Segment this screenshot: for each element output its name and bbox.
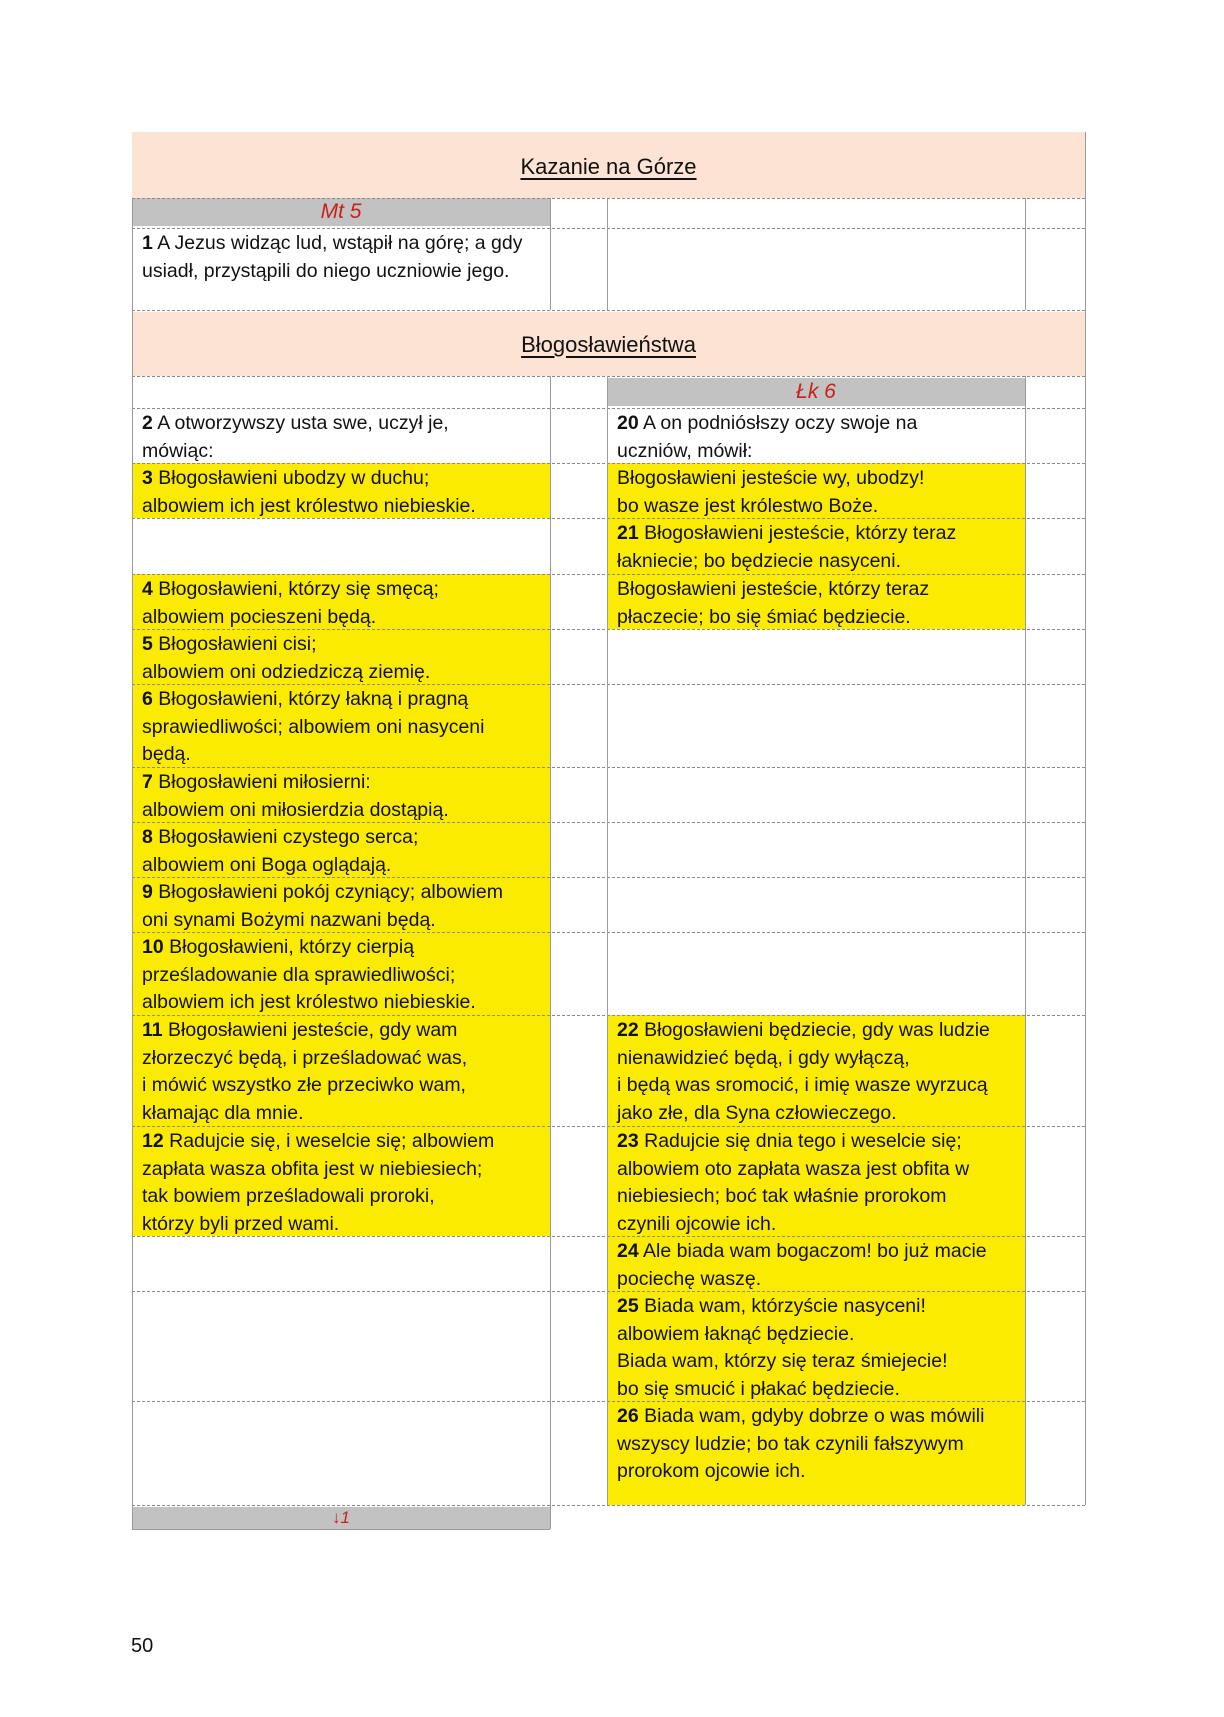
verse-line <box>142 852 540 878</box>
table-rule <box>550 376 551 1529</box>
table-rule <box>1085 132 1086 1505</box>
verse-line <box>142 438 540 464</box>
verse-line <box>142 769 540 797</box>
verse-number: 23 <box>617 1130 639 1152</box>
gospel-reference-left: Mt 5 <box>132 198 550 226</box>
verse-line <box>142 907 540 933</box>
verse-number: 26 <box>617 1405 639 1427</box>
verse-text: Błogosławieni, którzy łakną i pragną <box>152 688 469 710</box>
verse-cell <box>607 1291 1025 1401</box>
verse-cell <box>132 1126 550 1236</box>
verse-number: 25 <box>617 1295 639 1317</box>
table-rule <box>132 767 1085 768</box>
verse-text: albowiem ich jest królestwo niebieskie. <box>142 991 476 1013</box>
verse-text: złorzeczyć będą, i prześladować was, <box>142 1046 468 1069</box>
verse-text: albowiem oni miłosierdzia dostąpią. <box>142 798 449 821</box>
verse-text: A on podniósłszy oczy swoje na <box>638 412 918 434</box>
verse-text: sprawiedliwości; albowiem oni nasyceni <box>142 715 485 738</box>
verse-line <box>617 1045 1015 1073</box>
verse-number: 20 <box>617 412 639 434</box>
table-rule <box>132 1529 550 1530</box>
table-rule <box>132 228 1085 229</box>
verse-text: czynili ojcowie ich. <box>617 1212 777 1235</box>
verse-line <box>617 1017 1015 1045</box>
verse-text: pociechę waszę. <box>617 1267 762 1290</box>
verse-cell <box>607 1126 1025 1236</box>
verse-cell <box>132 629 550 684</box>
table-rule <box>607 376 608 1505</box>
verse-line <box>142 686 540 714</box>
verse-number: 11 <box>142 1019 163 1041</box>
verse-text: bo wasze jest królestwo Boże. <box>617 494 879 517</box>
table-rule <box>132 463 1085 464</box>
verse-line <box>142 1156 540 1184</box>
verse-line <box>617 604 1015 630</box>
table-rule <box>550 198 551 310</box>
verse-text: i będą was sromocić, i imię wasze wyrzucą <box>617 1074 988 1096</box>
verse-line <box>617 1211 1015 1237</box>
verse-text: Błogosławieni jesteście, gdy wam <box>162 1019 458 1041</box>
verse-text: łakniecie; bo będziecie nasyceni. <box>617 549 902 572</box>
verse-line <box>617 438 1015 464</box>
verse-line <box>142 714 540 742</box>
verse-text: zapłata wasza obfita jest w niebiesiech; <box>142 1157 483 1180</box>
verse-line <box>617 1183 1015 1211</box>
verse-line <box>617 1072 1015 1100</box>
verse-text: jako złe, dla Syna człowieczego. <box>617 1101 897 1124</box>
verse-text: Błogosławieni czystego serca; <box>152 826 419 848</box>
verse-text: Biada wam, którzy się teraz śmiejecie! <box>617 1350 948 1372</box>
table-rule <box>132 1505 1085 1506</box>
verse-number: 1 <box>142 232 153 254</box>
verse-line <box>142 962 540 990</box>
verse-line <box>142 631 540 659</box>
verse-line <box>617 1238 1015 1266</box>
verse-text: prorokom ojcowie ich. <box>617 1460 806 1482</box>
verse-line <box>142 1100 540 1127</box>
verse-line <box>617 1376 1015 1402</box>
verse-text: będą. <box>142 743 191 765</box>
verse-line <box>142 493 540 519</box>
verse-number: 12 <box>142 1130 164 1152</box>
verse-line <box>142 1128 540 1156</box>
table-rule <box>132 574 1085 575</box>
verse-text: Błogosławieni cisi; <box>152 633 317 655</box>
verse-text: Błogosławieni będziecie, gdy was ludzie <box>638 1019 990 1041</box>
verse-cell <box>132 1015 550 1126</box>
verse-text: tak bowiem prześladowali proroki, <box>142 1185 435 1207</box>
table-rule <box>1025 198 1026 310</box>
verse-text: albowiem oni odziedziczą ziemię. <box>142 660 431 683</box>
verse-cell <box>607 574 1025 629</box>
verse-line <box>142 934 540 962</box>
verse-cell <box>607 1401 1025 1505</box>
verse-text: albowiem ich jest królestwo niebieskie. <box>142 494 476 517</box>
verse-line <box>617 1293 1015 1321</box>
table-rule <box>132 684 1085 685</box>
verse-cell <box>607 1015 1025 1126</box>
verse-text: Ale biada wam bogaczom! bo już macie <box>638 1240 987 1262</box>
verse-number: 7 <box>142 771 153 793</box>
verse-number: 22 <box>617 1019 639 1041</box>
section-header-band <box>132 132 1085 198</box>
table-rule <box>132 198 1085 199</box>
verse-line <box>142 797 540 823</box>
table-rule <box>607 198 608 310</box>
verse-cell <box>607 1236 1025 1291</box>
verse-line <box>617 1100 1015 1127</box>
verse-text: Biada wam, którzyście nasyceni! <box>638 1295 926 1317</box>
verse-line: usiadł, przystąpili do niego uczniowie jego. <box>142 259 510 282</box>
verse-line <box>142 1072 540 1100</box>
verse-text: Błogosławieni, którzy się smęcą; <box>152 578 439 600</box>
verse-text: kłamając dla mnie. <box>142 1101 304 1124</box>
table-rule <box>132 1291 1085 1292</box>
table-rule <box>132 1236 1085 1237</box>
verse-cell <box>607 463 1025 518</box>
verse-number: 24 <box>617 1240 639 1262</box>
verse-text: Błogosławieni, którzy cierpią <box>163 936 415 958</box>
verse-line <box>142 465 540 493</box>
verse-line <box>617 493 1015 519</box>
verse-text: Radujcie się, i weselcie się; albowiem <box>163 1130 495 1152</box>
table-rule <box>132 376 1085 377</box>
verse-text: A otworzywszy usta swe, uczył je, <box>152 412 449 434</box>
verse-line <box>142 659 540 685</box>
verse-text: Radujcie się dnia tego i weselcie się; <box>638 1130 962 1152</box>
verse-cell <box>607 518 1025 574</box>
verse-text: Błogosławieni jesteście, którzy teraz <box>617 578 930 600</box>
verse-line <box>617 1321 1015 1349</box>
verse-line <box>617 410 1015 438</box>
verse-text: wszyscy ludzie; bo tak czynili fałszywym <box>617 1432 964 1455</box>
verse-line <box>142 410 540 438</box>
table-rule <box>132 822 1085 823</box>
verse-text: bo się smucić i płakać będziecie. <box>617 1377 900 1400</box>
verse-line <box>142 741 540 767</box>
gospel-reference-footer: ↓1 <box>132 1507 550 1529</box>
verse-text: i mówić wszystko złe przeciwko wam, <box>142 1074 466 1096</box>
verse-line <box>617 1348 1015 1376</box>
verse-line <box>617 1156 1015 1184</box>
verse-line <box>617 465 1015 493</box>
verse-line <box>617 548 1015 575</box>
verse-text: Błogosławieni jesteście wy, ubodzy! <box>617 467 925 489</box>
verse-line <box>617 520 1015 548</box>
verse-line <box>142 879 540 907</box>
verse-cell <box>132 877 550 932</box>
verse-line <box>617 1128 1015 1156</box>
section-title: Kazanie na Górze <box>520 154 697 179</box>
verse-text: płaczecie; bo się śmiać będziecie. <box>617 605 911 628</box>
verse-cell <box>132 463 550 518</box>
table-rule <box>132 1015 1085 1016</box>
table-rule <box>132 1126 1085 1127</box>
verse-cell <box>607 408 1025 463</box>
table-rule <box>132 310 1085 311</box>
table-rule <box>132 408 1085 409</box>
verse-number: 6 <box>142 688 153 710</box>
table-rule <box>132 629 1085 630</box>
verse-text: prześladowanie dla sprawiedliwości; <box>142 963 456 986</box>
verse-line <box>617 576 1015 604</box>
verse-text: uczniów, mówił: <box>617 439 753 462</box>
verse-line <box>142 230 540 258</box>
verse-line <box>142 824 540 852</box>
verse-number: 5 <box>142 633 153 655</box>
verse-text: Błogosławieni pokój czyniący; albowiem <box>152 881 503 903</box>
verse-text: Błogosławieni miłosierni: <box>152 771 371 793</box>
verse-text: albowiem łaknąć będziecie. <box>617 1322 855 1345</box>
verse-line <box>617 1403 1015 1431</box>
verse-cell <box>132 684 550 767</box>
table-rule <box>132 1401 1085 1402</box>
verse-line <box>142 1045 540 1073</box>
verse-text: albowiem oni Boga oglądają. <box>142 853 392 876</box>
table-rule <box>132 198 133 1529</box>
verse-line <box>142 576 540 604</box>
verse-line <box>617 1431 1015 1459</box>
verse-number: 8 <box>142 826 153 848</box>
verse-line <box>142 989 540 1015</box>
verse-line <box>142 604 540 630</box>
page-number: 50 <box>131 1635 154 1657</box>
verse-text: niebiesiech; boć tak właśnie prorokom <box>617 1185 947 1207</box>
verse-line <box>617 1458 1015 1486</box>
verse-line <box>617 1266 1015 1292</box>
verse-text: mówiąc: <box>142 439 214 462</box>
verse-text: Błogosławieni ubodzy w duchu; <box>152 467 430 489</box>
verse-number: 3 <box>142 467 153 489</box>
verse-number: 9 <box>142 881 153 903</box>
table-rule <box>132 518 1085 519</box>
table-rule <box>132 877 1085 878</box>
verse-cell <box>132 408 550 463</box>
verse-line <box>142 1183 540 1211</box>
verse-cell <box>132 767 550 822</box>
verse-line <box>142 1017 540 1045</box>
verse-number: 10 <box>142 936 164 958</box>
verse-text: albowiem pocieszeni będą. <box>142 605 377 628</box>
section-header-band <box>132 312 1085 376</box>
verse-cell <box>132 932 550 1015</box>
verse-cell <box>132 228 550 310</box>
verse-text: Błogosławieni jesteście, którzy teraz <box>638 522 957 544</box>
gospel-reference-right: Łk 6 <box>607 378 1025 406</box>
verse-number: 4 <box>142 578 153 600</box>
verse-text: oni synami Bożymi nazwani będą. <box>142 908 436 931</box>
verse-text: którzy byli przed wami. <box>142 1212 340 1235</box>
table-rule <box>132 932 1085 933</box>
verse-number: 21 <box>617 522 639 544</box>
verse-cell <box>132 822 550 877</box>
verse-cell <box>132 574 550 629</box>
verse-number: 2 <box>142 412 153 434</box>
verse-text: albowiem oto zapłata wasza jest obfita w <box>617 1157 970 1180</box>
verse-text: Biada wam, gdyby dobrze o was mówili <box>638 1405 985 1427</box>
table-rule <box>1025 376 1026 1505</box>
verse-line <box>142 1211 540 1237</box>
verse-text: nienawidzieć będą, i gdy wyłączą, <box>617 1046 910 1069</box>
section-title: Błogosławieństwa <box>521 332 696 357</box>
verse-text: A Jezus widząc lud, wstąpił na górę; a gdy <box>152 232 523 254</box>
